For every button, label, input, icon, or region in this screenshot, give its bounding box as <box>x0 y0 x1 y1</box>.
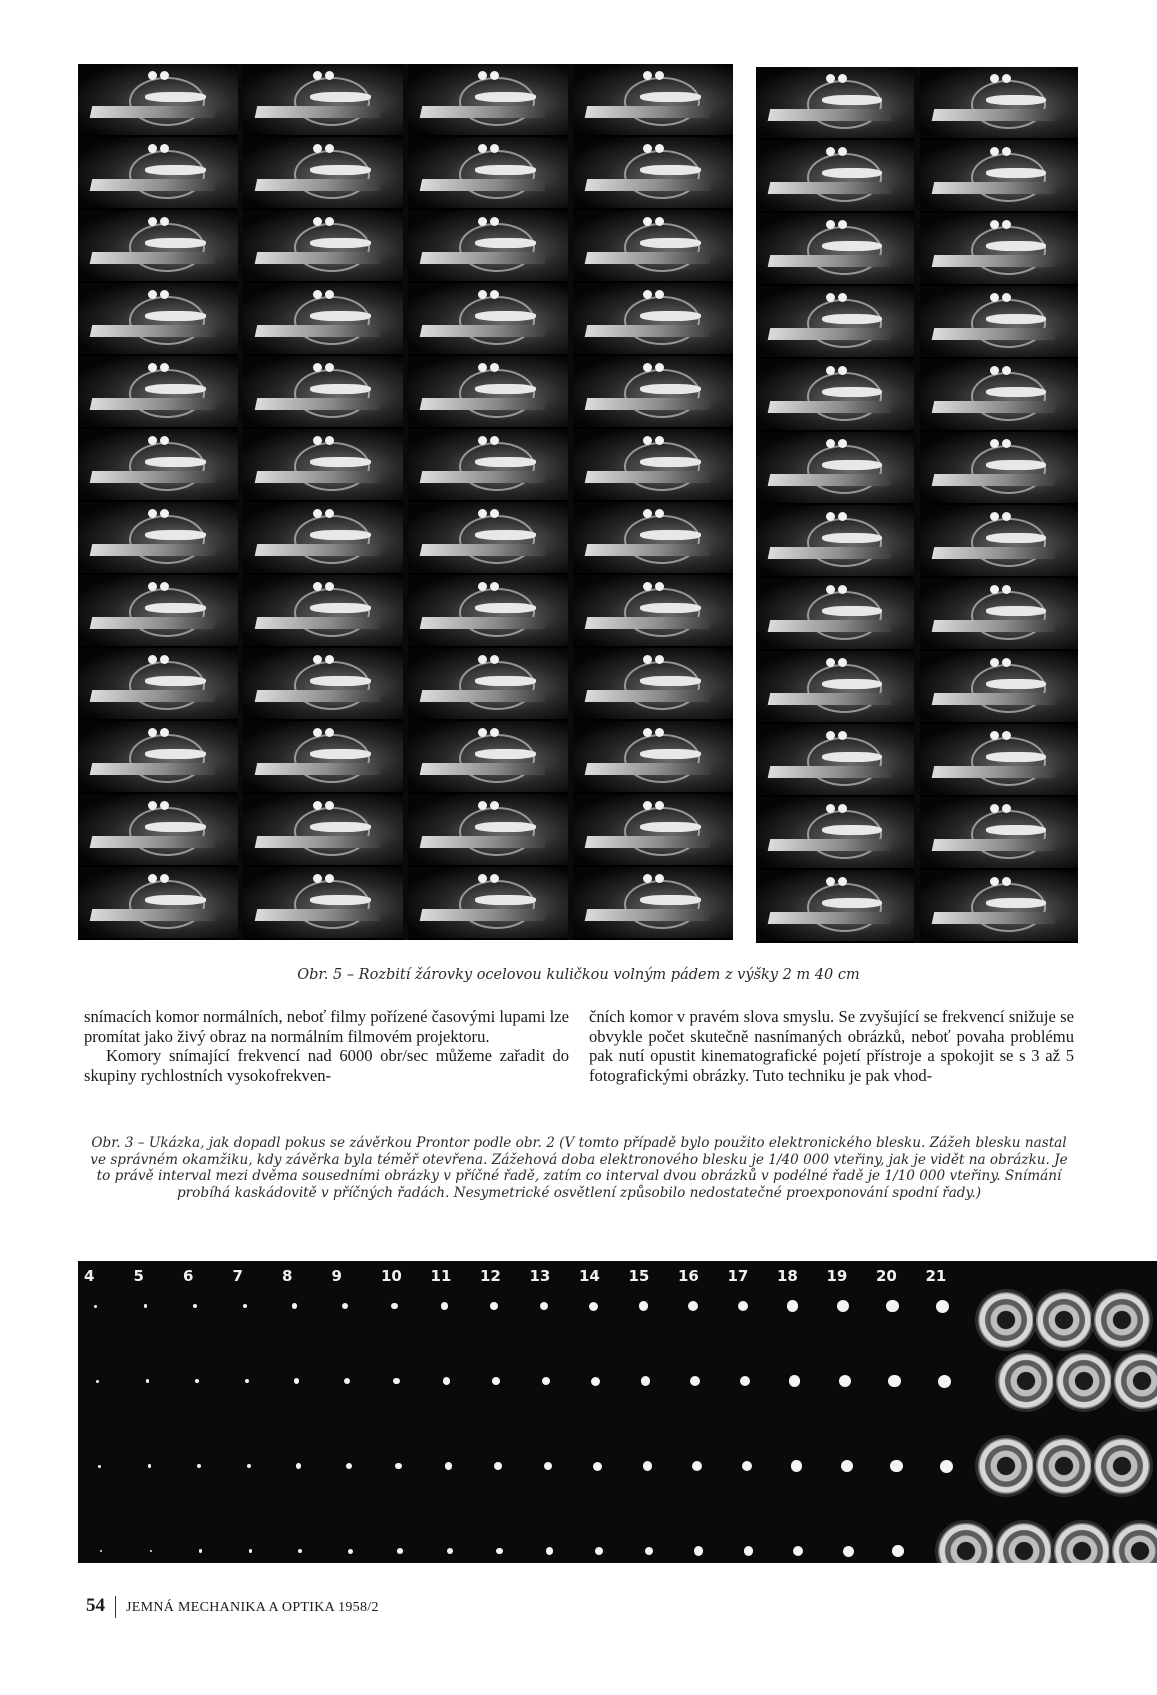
film-frame <box>920 797 1078 870</box>
flash-spot <box>938 1375 951 1388</box>
film-frame <box>573 356 733 429</box>
flash-spot <box>292 1303 297 1308</box>
film-frame <box>573 721 733 794</box>
shutter-image <box>978 1292 1034 1348</box>
flash-spot <box>397 1548 403 1554</box>
text-column-right <box>589 1007 1074 1086</box>
film-frame <box>920 578 1078 651</box>
film-frame <box>573 794 733 867</box>
flash-spot <box>639 1301 649 1311</box>
film-frame <box>243 648 403 721</box>
film-frame <box>408 64 568 137</box>
flash-spot <box>100 1550 102 1552</box>
film-frame <box>756 870 914 943</box>
flash-spot <box>193 1304 197 1308</box>
flash-spot <box>298 1549 302 1553</box>
film-frame <box>78 794 238 867</box>
flash-spot <box>150 1550 153 1553</box>
film-frame <box>756 724 914 797</box>
flash-spot <box>490 1302 498 1310</box>
film-frame <box>756 213 914 286</box>
film-frame <box>573 429 733 502</box>
flash-spot <box>245 1379 250 1384</box>
flash-spot <box>886 1300 899 1313</box>
film-frame <box>243 356 403 429</box>
shutter-image <box>1036 1438 1092 1494</box>
frame-number: 15 <box>628 1267 650 1285</box>
film-frame <box>243 575 403 648</box>
shutter-image <box>1054 1523 1110 1563</box>
flash-spot <box>595 1547 603 1555</box>
flash-spot <box>391 1303 398 1310</box>
film-frame <box>243 64 403 137</box>
film-frame <box>573 64 733 137</box>
film-frame <box>573 283 733 356</box>
flash-spot <box>940 1460 953 1473</box>
footer-divider <box>115 1596 116 1618</box>
film-frame <box>408 721 568 794</box>
frame-number: 21 <box>925 1267 947 1285</box>
shutter-image <box>1056 1353 1112 1409</box>
flash-spot <box>843 1546 854 1557</box>
film-frame <box>78 137 238 210</box>
film-frame <box>920 359 1078 432</box>
flash-spot <box>791 1460 802 1471</box>
film-frame <box>920 213 1078 286</box>
flash-spot <box>690 1376 700 1386</box>
film-frame <box>243 429 403 502</box>
film-frame <box>920 505 1078 578</box>
flash-spot <box>936 1300 949 1313</box>
film-frame <box>408 429 568 502</box>
shutter-image <box>938 1523 994 1563</box>
flash-spot <box>447 1548 453 1554</box>
film-frame <box>920 140 1078 213</box>
flash-spot <box>841 1460 853 1472</box>
film-frame <box>920 724 1078 797</box>
flash-spot <box>494 1462 502 1470</box>
film-frame <box>920 651 1078 724</box>
film-frame <box>78 502 238 575</box>
film-frame <box>243 867 403 940</box>
flash-spot <box>445 1462 452 1469</box>
shutter-image <box>996 1523 1052 1563</box>
flash-spot <box>793 1546 803 1556</box>
film-strip <box>573 64 733 940</box>
flash-spot <box>344 1378 350 1384</box>
frame-number: 18 <box>777 1267 798 1285</box>
shutter-image <box>1112 1523 1157 1563</box>
film-frame <box>408 648 568 721</box>
film-frame <box>756 432 914 505</box>
flash-spot <box>692 1461 702 1471</box>
text-column-left <box>84 1007 569 1086</box>
flash-spot <box>892 1545 904 1557</box>
film-frame <box>573 137 733 210</box>
flash-spot <box>742 1461 753 1472</box>
film-frame <box>573 867 733 940</box>
flash-spot <box>744 1546 754 1556</box>
film-frame <box>756 505 914 578</box>
flash-spot <box>496 1548 503 1555</box>
film-frame <box>78 429 238 502</box>
flash-spot <box>544 1462 552 1470</box>
shutter-image <box>1114 1353 1157 1409</box>
journal-title: JEMNÁ MECHANIKA A OPTIKA 1958/2 <box>126 1600 379 1615</box>
film-frame <box>920 67 1078 140</box>
film-frame <box>756 797 914 870</box>
film-frame <box>756 359 914 432</box>
frame-number: 7 <box>232 1267 243 1285</box>
frame-number: 20 <box>876 1267 897 1285</box>
film-frame <box>408 356 568 429</box>
flash-spot <box>740 1376 751 1387</box>
shutter-image <box>1094 1292 1150 1348</box>
flash-spot <box>144 1304 148 1308</box>
frame-number: 13 <box>529 1267 551 1285</box>
figure-3-photo <box>78 1261 1157 1563</box>
film-frame <box>756 286 914 359</box>
film-frame <box>408 575 568 648</box>
film-frame <box>573 502 733 575</box>
frame-number: 14 <box>579 1267 600 1285</box>
flash-spot <box>688 1301 698 1311</box>
shutter-image <box>1094 1438 1150 1494</box>
shutter-image <box>998 1353 1054 1409</box>
frame-number: 4 <box>84 1267 95 1285</box>
flash-spot <box>643 1461 653 1471</box>
frame-number: 12 <box>480 1267 501 1285</box>
film-frame <box>408 867 568 940</box>
figure-5-left-photo <box>78 64 733 940</box>
film-frame <box>756 140 914 213</box>
film-frame <box>243 137 403 210</box>
flash-spot <box>296 1463 301 1468</box>
flash-spot <box>195 1379 199 1383</box>
figure-5-caption: Obr. 5 – Rozbití žárovky ocelovou kuličkou volným pádem z výšky 2 m 40 cm <box>297 967 860 983</box>
frame-number: 10 <box>381 1267 402 1285</box>
film-frame <box>78 648 238 721</box>
flash-spot <box>197 1464 201 1468</box>
flash-spot <box>837 1300 849 1312</box>
flash-spot <box>441 1302 448 1309</box>
film-frame <box>408 210 568 283</box>
flash-spot <box>839 1375 851 1387</box>
flash-spot <box>247 1464 252 1469</box>
paragraph: snímacích komor normálních, neboť filmy pořízené časovými lupami lze promítat jako živý obraz na normálním filmovém projektoru. <box>84 1007 569 1046</box>
shutter-image <box>978 1438 1034 1494</box>
film-frame <box>243 502 403 575</box>
film-frame <box>78 575 238 648</box>
flash-spot <box>641 1376 651 1386</box>
figure-5-right-photo <box>756 67 1078 943</box>
film-frame <box>573 648 733 721</box>
flash-spot <box>96 1380 99 1383</box>
flash-spot <box>492 1377 500 1385</box>
film-frame <box>243 283 403 356</box>
frame-number: 16 <box>678 1267 699 1285</box>
flash-spot <box>148 1464 152 1468</box>
flash-spot <box>591 1377 600 1386</box>
film-frame <box>243 721 403 794</box>
film-frame <box>408 283 568 356</box>
flash-spot <box>542 1377 550 1385</box>
frame-number: 5 <box>133 1267 144 1285</box>
film-frame <box>573 575 733 648</box>
flash-spot <box>348 1549 353 1554</box>
flash-spot <box>443 1377 450 1384</box>
page-number: 54 <box>86 1595 105 1616</box>
film-frame <box>78 721 238 794</box>
frame-number: 11 <box>430 1267 452 1285</box>
frame-number: 9 <box>331 1267 342 1285</box>
flash-spot <box>249 1549 253 1553</box>
flash-spot <box>98 1465 101 1468</box>
flash-spot <box>645 1547 654 1556</box>
flash-spot <box>346 1463 352 1469</box>
film-strip <box>243 64 403 940</box>
figure-3-caption: Obr. 3 – Ukázka, jak dopadl pokus se závěrkou Prontor podle obr. 2 (V tomto případě bylo použito elektronického blesku. Zážeh blesku nastal ve správném okamžiku, kdy závěrka byla téměř otevřena. Zážehová doba elektronového blesku je 1/40 000 vteřiny, jak je vidět na obrázku. Je to právě interval mezi dvěma sousedními obrázky v příčné řadě, zatím co interval dvou obrázků v podélné řadě je 1/10 000 vteřiny. Snímání probíhá kaskádovitě v příčných řadách. Nesymetrické osvětlení způsobilo nedostatečné proexponování spodní řady.) <box>90 1135 1068 1202</box>
flash-spot <box>393 1378 400 1385</box>
paragraph: Komory snímající frekvencí nad 6000 obr/sec můžeme zařadit do skupiny rychlostních vysokofrekven- <box>84 1046 569 1086</box>
film-frame <box>408 794 568 867</box>
flash-spot <box>787 1300 798 1311</box>
frame-number: 8 <box>282 1267 293 1285</box>
flash-spot <box>94 1305 97 1308</box>
flash-spot <box>395 1463 402 1470</box>
flash-spot <box>342 1303 348 1309</box>
flash-spot <box>738 1301 749 1312</box>
film-frame <box>920 286 1078 359</box>
film-frame <box>920 870 1078 943</box>
film-frame <box>243 210 403 283</box>
flash-spot <box>589 1302 598 1311</box>
shutter-image <box>1036 1292 1092 1348</box>
frame-number: 19 <box>826 1267 848 1285</box>
film-frame <box>78 867 238 940</box>
flash-spot <box>789 1375 800 1386</box>
flash-spot <box>546 1547 553 1554</box>
film-frame <box>78 64 238 137</box>
film-frame <box>756 651 914 724</box>
film-frame <box>756 578 914 651</box>
flash-spot <box>146 1379 150 1383</box>
film-frame <box>78 356 238 429</box>
film-frame <box>408 137 568 210</box>
flash-spot <box>593 1462 602 1471</box>
film-strip <box>78 64 238 940</box>
film-frame <box>920 432 1078 505</box>
frame-number: 17 <box>727 1267 749 1285</box>
flash-spot <box>243 1304 248 1309</box>
flash-spot <box>540 1302 548 1310</box>
film-frame <box>408 502 568 575</box>
flash-spot <box>199 1549 202 1552</box>
film-frame <box>78 283 238 356</box>
flash-spot <box>294 1378 299 1383</box>
flash-spot <box>694 1546 703 1555</box>
page-footer <box>86 1595 379 1618</box>
film-strip <box>408 64 568 940</box>
paragraph: čních komor v pravém slova smyslu. Se zvyšující se frekvencí snižuje se obvykle počet skutečně nasnímaných obrázků, neboť povaha problému pak nutí opustit kinematografické pojetí přístroje a spokojit se s 3 až 5 fotografickými obrázky. Tuto techniku je pak vhod- <box>589 1007 1074 1086</box>
film-frame <box>573 210 733 283</box>
film-frame <box>78 210 238 283</box>
film-frame <box>243 794 403 867</box>
film-frame <box>756 67 914 140</box>
frame-number: 6 <box>183 1267 194 1285</box>
flash-spot <box>888 1375 901 1388</box>
flash-spot <box>890 1460 903 1473</box>
film-strip <box>920 67 1078 943</box>
film-strip <box>756 67 914 943</box>
